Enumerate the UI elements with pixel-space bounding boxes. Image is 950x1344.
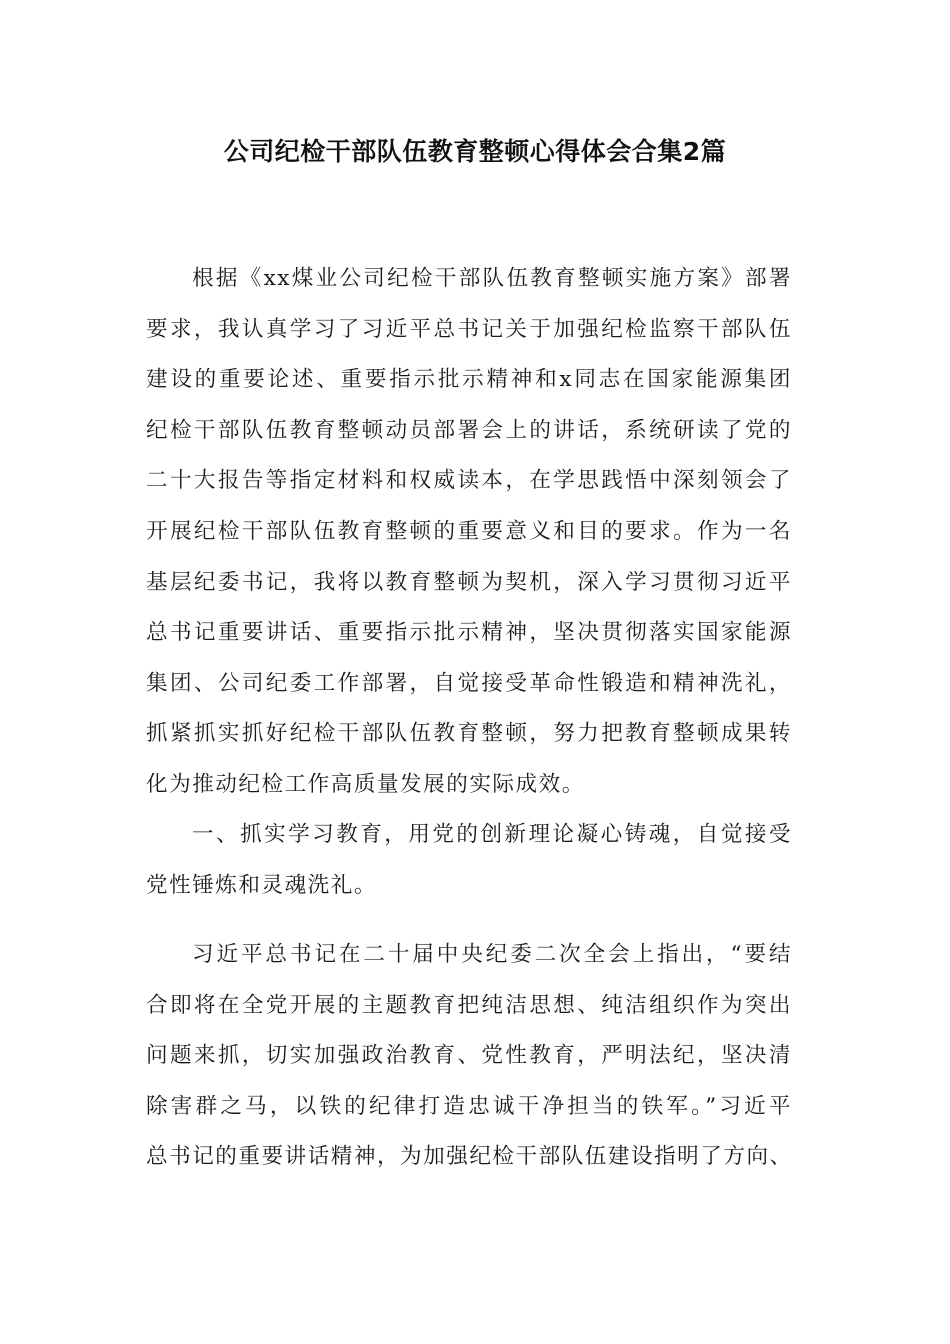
document-title: 公司纪检干部队伍教育整顿心得体会合集2篇 bbox=[223, 137, 727, 166]
paragraph-line: 除害群之马，以铁的纪律打造忠诚干净担当的铁军。”习近平 bbox=[146, 1093, 792, 1119]
paragraph-line: 纪检干部队伍教育整顿动员部署会上的讲话，系统研读了党的 bbox=[146, 417, 792, 443]
paragraph-line: 问题来抓，切实加强政治教育、党性教育，严明法纪，坚决清 bbox=[146, 1043, 792, 1069]
paragraph-intro bbox=[146, 254, 792, 811]
paragraph-line: 化为推动纪检工作高质量发展的实际成效。 bbox=[146, 771, 585, 797]
paragraph-line: 要求，我认真学习了习近平总书记关于加强纪检监察干部队伍 bbox=[146, 316, 792, 342]
paragraph-line: 抓紧抓实抓好纪检干部队伍教育整顿，努力把教育整顿成果转 bbox=[146, 721, 792, 747]
paragraph-line: 建设的重要论述、重要指示批示精神和x同志在国家能源集团 bbox=[146, 367, 792, 393]
paragraph-line: 党性锤炼和灵魂洗礼。 bbox=[146, 872, 377, 898]
paragraph-quote bbox=[146, 930, 792, 1183]
paragraph-line: 集团、公司纪委工作部署，自觉接受革命性锻造和精神洗礼， bbox=[146, 670, 792, 696]
paragraph-line: 根据《xx煤业公司纪检干部队伍教育整顿实施方案》部署 bbox=[192, 266, 792, 291]
paragraph-line: 二十大报告等指定材料和权威读本，在学思践悟中深刻领会了 bbox=[146, 468, 792, 494]
section-heading-1 bbox=[146, 810, 792, 911]
paragraph-line: 基层纪委书记，我将以教育整顿为契机，深入学习贯彻习近平 bbox=[146, 569, 792, 595]
paragraph-line: 习近平总书记在二十届中央纪委二次全会上指出，“要结 bbox=[192, 942, 792, 967]
paragraph-line: 开展纪检干部队伍教育整顿的重要意义和目的要求。作为一名 bbox=[146, 518, 792, 544]
paragraph-line: 总书记的重要讲话精神，为加强纪检干部队伍建设指明了方向、 bbox=[146, 1144, 793, 1170]
paragraph-line: 总书记重要讲话、重要指示批示精神，坚决贯彻落实国家能源 bbox=[146, 620, 792, 646]
paragraph-line: 一、抓实学习教育，用党的创新理论凝心铸魂，自觉接受 bbox=[192, 822, 792, 847]
paragraph-line: 合即将在全党开展的主题教育把纯洁思想、纯洁组织作为突出 bbox=[146, 992, 792, 1018]
